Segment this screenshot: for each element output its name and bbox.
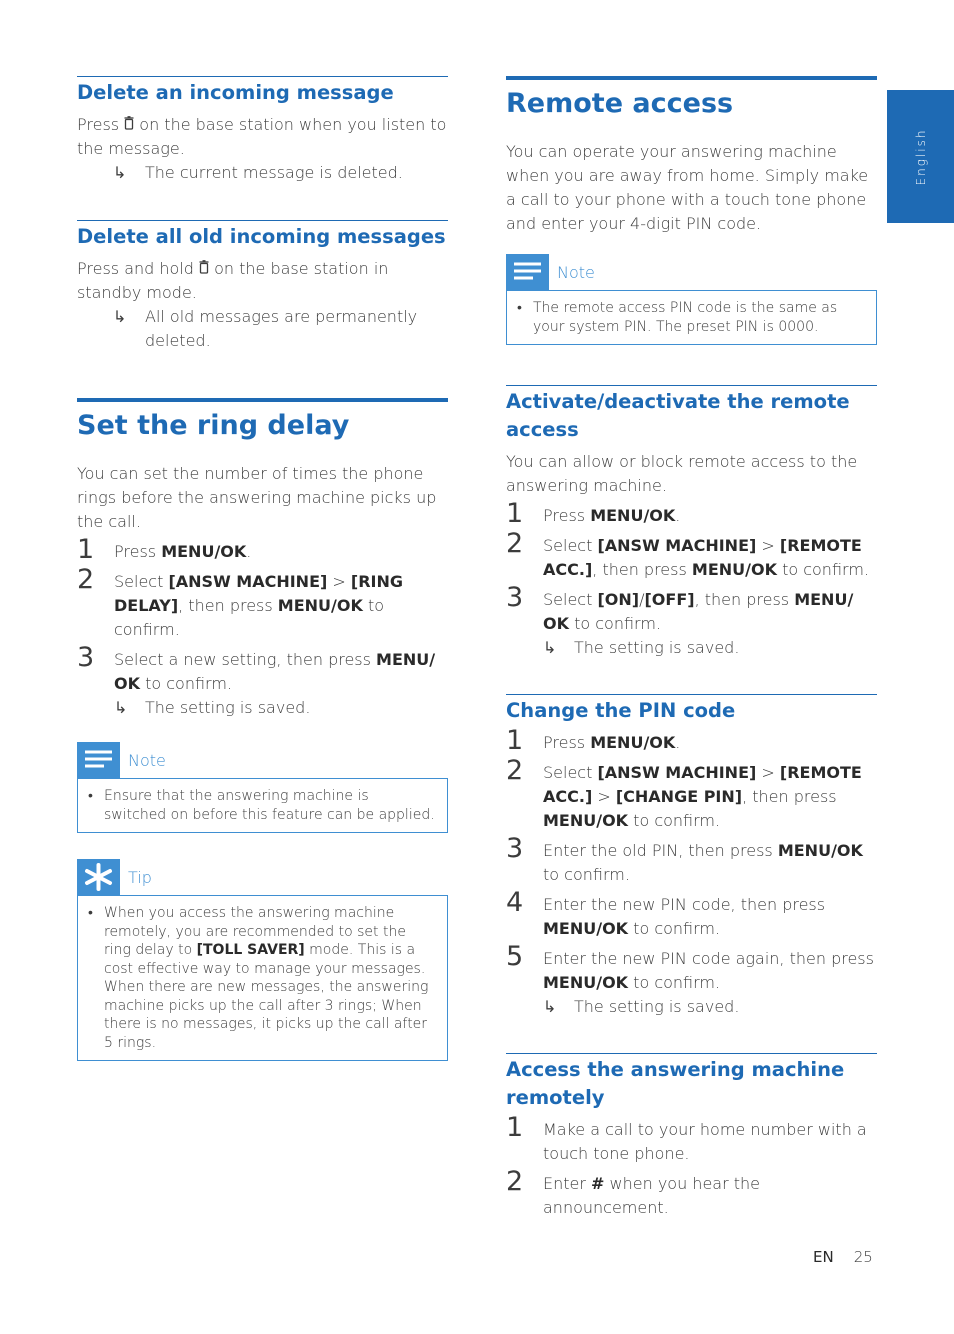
result-line: ↳ The setting is saved. [114,696,448,720]
heading-access-remotely: Access the answering machine remotely [506,1053,877,1112]
language-label: English [913,128,928,185]
result-line: ↳ All old messages are permanently deleted. [113,307,418,350]
tip-icon [77,859,120,895]
heading-delete-all: Delete all old incoming messages [77,220,448,251]
footer-lang: EN [813,1248,834,1266]
tip-label: Tip [128,868,152,887]
right-column [506,76,877,1220]
trash-icon [124,115,134,134]
step-1: 1 Press MENU/OK. [506,725,681,756]
delete-all-text: Press and hold on the base station in standby mode. [77,259,389,302]
step-2: 2 Select [ANSW MACHINE] > [RING DELAY], then press MENU/OK to confirm. [77,564,403,639]
step-3: 3 Select a new setting, then press MENU/ OK to confirm. ↳ The setting is saved. [77,648,448,720]
step-1: 1 Make a call to your home number with a touch tone phone. [506,1112,867,1163]
page-footer [813,1248,873,1266]
note-box [506,254,877,345]
step-3: 3 Select [ON]/[OFF], then press MENU/ OK to confirm. ↳ The setting is saved. [506,588,877,660]
trash-icon [199,259,209,278]
note-body: • Ensure that the answering machine is switched on before this feature can be applied. [77,778,448,833]
heading-delete-incoming: Delete an incoming message [77,76,448,107]
note-box [77,742,448,833]
step-1: 1 Press MENU/OK. [506,498,681,529]
result-arrow-icon: ↳ [113,163,127,182]
note-icon [77,742,120,778]
remote-intro: You can operate your answering machine when you are away from home. Simply make a call to your phone with a touch tone phone and enter your 4-digit PIN code. [506,142,869,233]
step-2: 2 Enter # when you hear the announcement. [506,1166,761,1217]
tip-body: • When you access the answering machine remotely, you are recommended to set the ring delay to [TOLL SAVER] mode. This is a cost effective way to manage your messages. When there are new messages, the answering machine picks up the call after 3 rings; When there is no messages, it picks up the call after 5 rings. [77,895,448,1061]
tip-box [77,859,448,1061]
heading-remote-access: Remote access [506,76,877,122]
step-1: 1 Press MENU/OK. [77,534,252,565]
left-column [77,76,448,1061]
heading-ring-delay: Set the ring delay [77,398,448,444]
heading-change-pin: Change the PIN code [506,694,877,725]
step-5: 5 Enter the new PIN code again, then press MENU/OK to confirm. ↳ The setting is saved. [506,947,877,1019]
step-2: 2 Select [ANSW MACHINE] > [REMOTE ACC.] > [CHANGE PIN], then press MENU/OK to confirm. [506,755,862,830]
language-tab [887,90,954,223]
activate-intro: You can allow or block remote access to the answering machine. [506,452,858,495]
result-line: ↳ The setting is saved. [543,636,877,660]
note-label: Note [128,751,166,770]
note-icon [506,254,549,290]
ring-delay-intro: You can set the number of times the phone rings before the answering machine picks up the call. [77,464,437,531]
result-arrow-icon: ↳ [114,698,128,717]
result-arrow-icon: ↳ [543,997,557,1016]
result-arrow-icon: ↳ [543,638,557,657]
page-number: 25 [853,1248,873,1266]
step-3: 3 Enter the old PIN, then press MENU/OK to confirm. [506,833,863,884]
result-arrow-icon: ↳ [113,307,127,326]
result-line: ↳ The current message is deleted. [77,161,448,185]
note-label: Note [557,263,595,282]
step-2: 2 Select [ANSW MACHINE] > [REMOTE ACC.], then press MENU/OK to confirm. [506,528,869,579]
result-line: ↳ The setting is saved. [543,995,877,1019]
heading-activate: Activate/deactivate the remote access [506,385,877,444]
note-body: • The remote access PIN code is the same as your system PIN. The preset PIN is 0000. [506,290,877,345]
step-4: 4 Enter the new PIN code, then press MENU/OK to confirm. [506,887,826,938]
delete-incoming-text: Press on the base station when you listen to the message. [77,115,447,158]
